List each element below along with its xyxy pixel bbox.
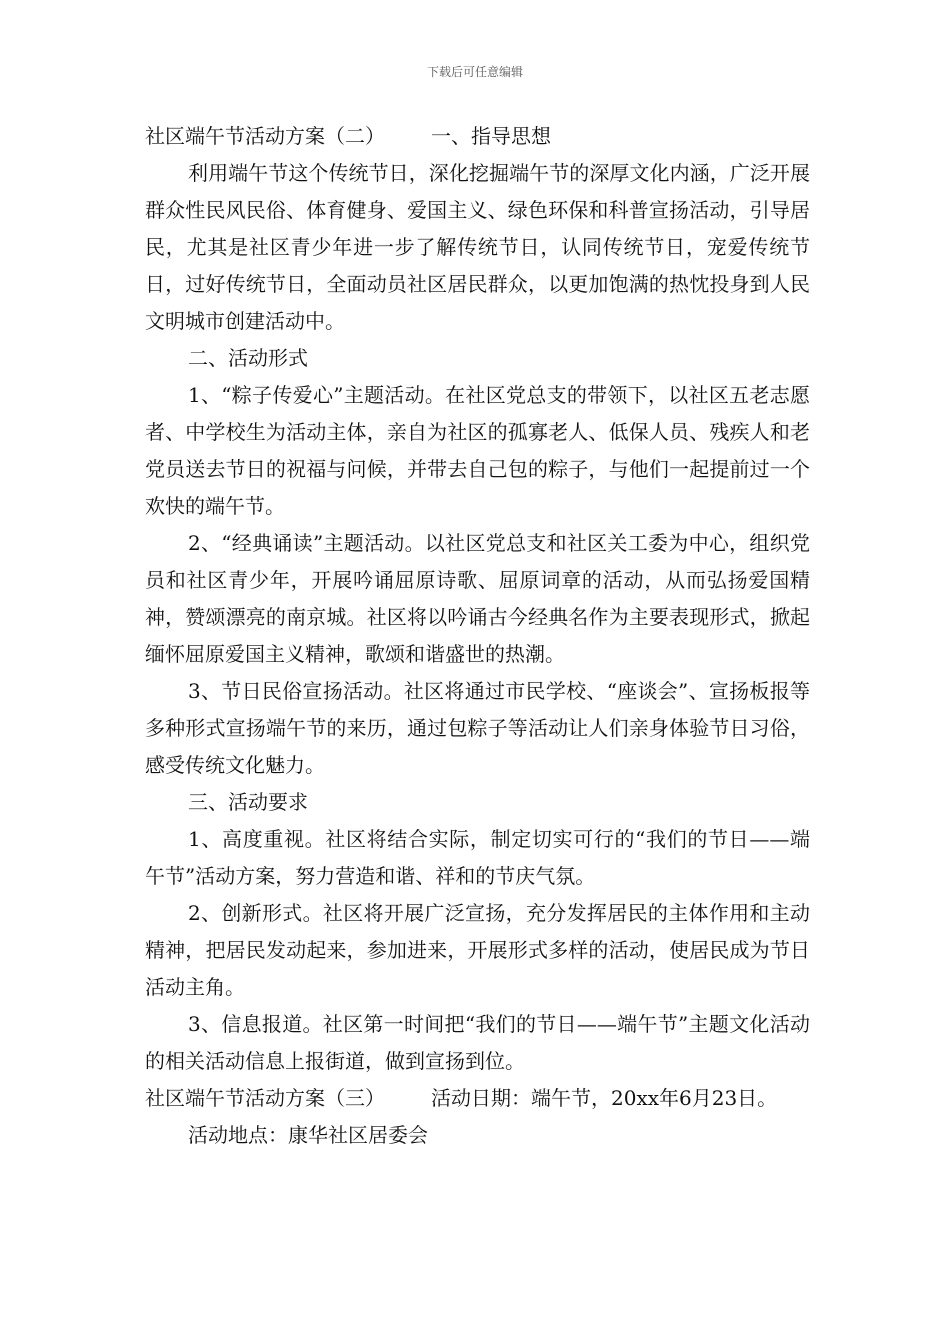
paragraph-activity-1: 1、“粽子传爱心”主题活动。在社区党总支的带领下，以社区五老志愿者、中学校生为活动主体，亲自为社区的孤寡老人、低保人员、残疾人和老党员送去节日的祝福与问候，并带去自己包的粽子，与他们一起提前过一个欢快的端午节。	[145, 383, 810, 518]
doc-title-3: 社区端午节活动方案（三）	[145, 1086, 385, 1110]
paragraph-activity-3: 3、节日民俗宣扬活动。社区将通过市民学校、“座谈会”、宣扬板报等多种形式宣扬端午节的来历，通过包粽子等活动让人们亲身体验节日习俗，感受传统文化魅力。	[145, 679, 810, 777]
paragraph-requirement-1: 1、高度重视。社区将结合实际，制定切实可行的“我们的节日——端午节”活动方案，努力营造和谐、祥和的节庆气氛。	[145, 827, 810, 888]
activity-date: 活动日期：端午节，20xx年6月23日。	[431, 1086, 778, 1110]
document-body	[145, 118, 810, 1154]
section-2-heading: 二、活动形式	[188, 346, 308, 370]
title-line-2	[145, 118, 810, 155]
title-line-3	[145, 1080, 810, 1117]
paragraph-activity-2: 2、“经典诵读”主题活动。以社区党总支和社区关工委为中心，组织党员和社区青少年，开展吟诵屈原诗歌、屈原词章的活动，从而弘扬爱国精神，赞颂漂亮的南京城。社区将以吟诵古今经典名作为主要表现形式，掀起缅怀屈原爱国主义精神，歌颂和谐盛世的热潮。	[145, 531, 810, 666]
section-1-heading: 一、指导思想	[431, 124, 551, 148]
section-3-heading: 三、活动要求	[188, 790, 308, 814]
paragraph-requirement-2: 2、创新形式。社区将开展广泛宣扬，充分发挥居民的主体作用和主动精神，把居民发动起来，参加进来，开展形式多样的活动，使居民成为节日活动主角。	[145, 901, 810, 999]
activity-place: 活动地点：康华社区居委会	[188, 1123, 428, 1147]
page-header-note: 下载后可任意编辑	[426, 65, 523, 79]
paragraph-requirement-3: 3、信息报道。社区第一时间把“我们的节日——端午节”主题文化活动的相关活动信息上报街道，做到宣扬到位。	[145, 1012, 810, 1073]
doc-title-2: 社区端午节活动方案（二）	[145, 124, 385, 148]
paragraph-guiding-idea: 利用端午节这个传统节日，深化挖掘端午节的深厚文化内涵，广泛开展群众性民风民俗、体育健身、爱国主义、绿色环保和科普宣扬活动，引导居民，尤其是社区青少年进一步了解传统节日，认同传统节日，宠爱传统节日，过好传统节日，全面动员社区居民群众，以更加饱满的热忱投身到人民文明城市创建活动中。	[145, 161, 810, 333]
